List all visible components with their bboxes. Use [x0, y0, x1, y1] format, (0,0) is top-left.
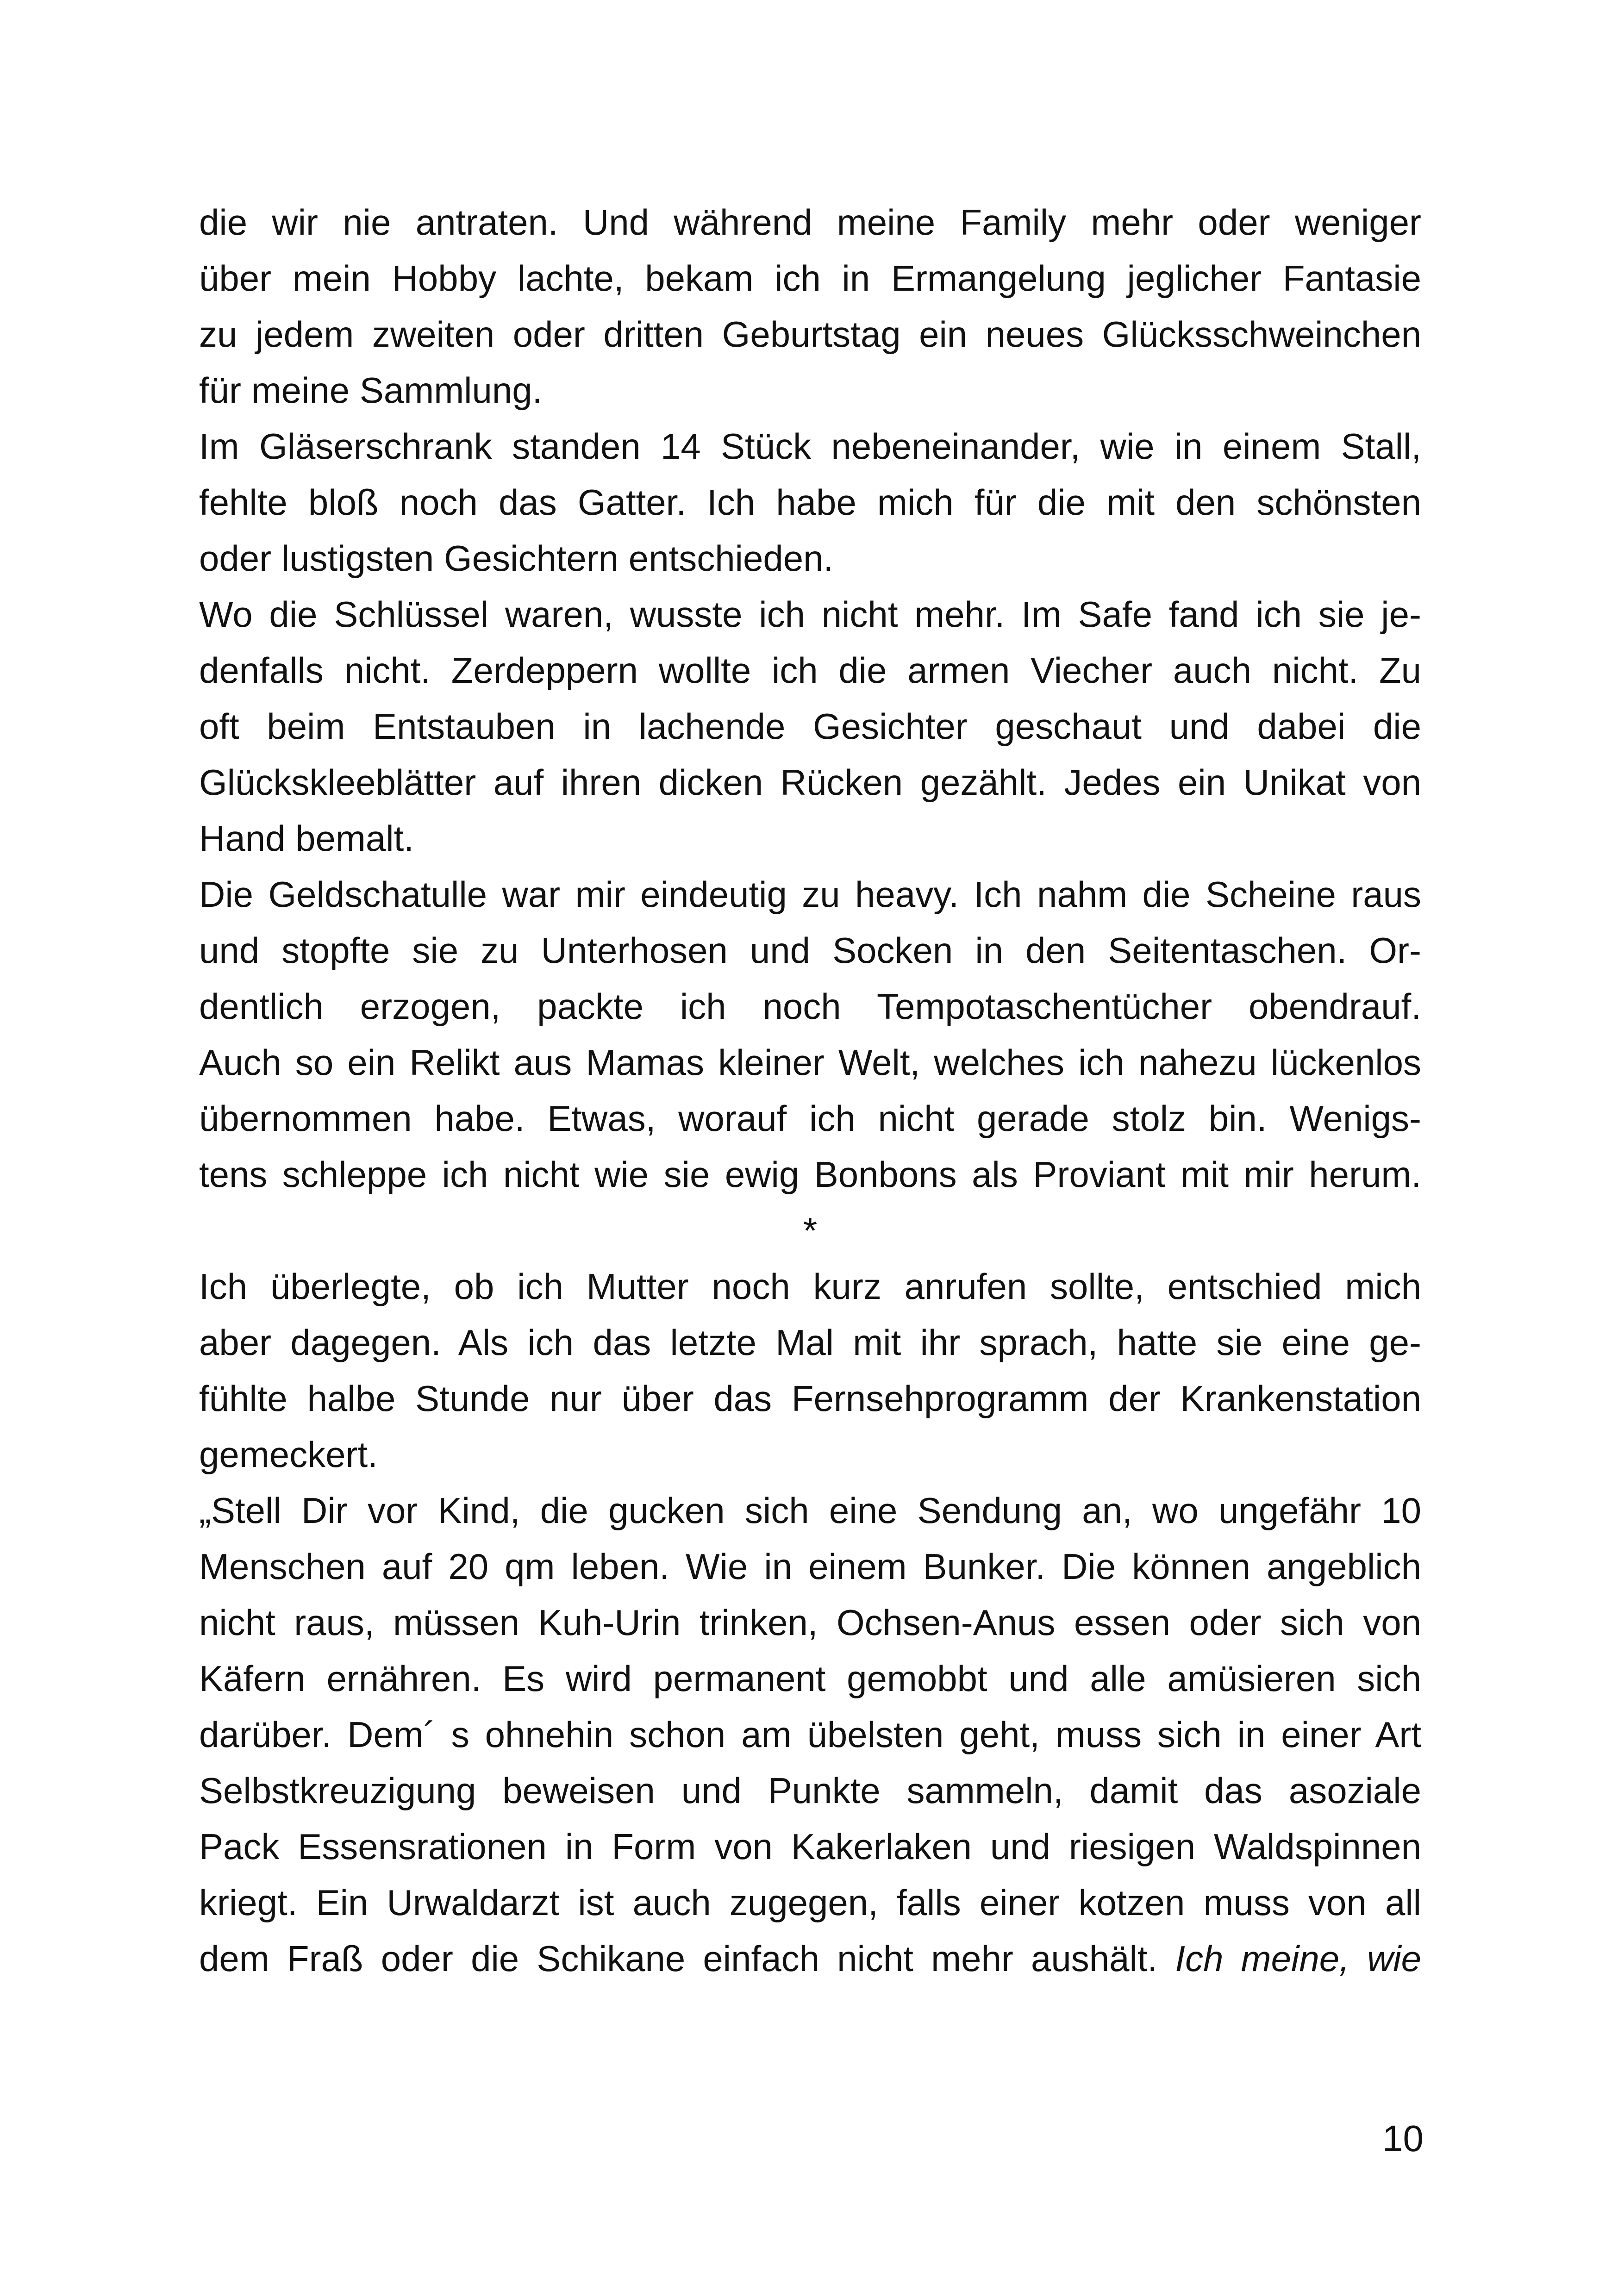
text-line: Auch so ein Relikt aus Mamas kleiner Welt, welches ich nahezu lückenlos: [199, 1042, 1421, 1083]
text-line: Käfern ernähren. Es wird permanent gemobbt und alle amüsieren sich: [199, 1658, 1421, 1699]
text-line: übernommen habe. Etwas, worauf ich nicht gerade stolz bin. Wenigs-: [199, 1098, 1421, 1139]
text-line: nicht raus, müssen Kuh-Urin trinken, Ochsen-Anus essen oder sich von: [199, 1602, 1421, 1643]
text-line: Pack Essensrationen in Form von Kakerlaken und riesigen Waldspinnen: [199, 1826, 1421, 1867]
text-line: gemeckert.: [199, 1434, 378, 1475]
text-line: „Stell Dir vor Kind, die gucken sich eine Sendung an, wo ungefähr 10: [199, 1490, 1421, 1531]
text-line: oft beim Entstauben in lachende Gesichter geschaut und dabei die: [199, 706, 1421, 747]
text-line: die wir nie antraten. Und während meine Family mehr oder weniger: [199, 202, 1421, 243]
text-line: Glückskleeblätter auf ihren dicken Rücken gezählt. Jedes ein Unikat von: [199, 762, 1421, 803]
text-line: Menschen auf 20 qm leben. Wie in einem Bunker. Die können angeblich: [199, 1546, 1421, 1587]
text-line: darüber. Dem´ s ohnehin schon am übelsten geht, muss sich in einer Art: [199, 1714, 1421, 1755]
text-line: tens schleppe ich nicht wie sie ewig Bonbons als Proviant mit mir herum.: [199, 1154, 1421, 1195]
text-line: kriegt. Ein Urwaldarzt ist auch zugegen, falls einer kotzen muss von all: [199, 1882, 1421, 1923]
text-line: für meine Sammlung.: [199, 370, 543, 411]
text-line: zu jedem zweiten oder dritten Geburtstag ein neues Glücksschweinchen: [199, 314, 1421, 355]
text-line: dentlich erzogen, packte ich noch Tempotaschentücher obendrauf.: [199, 986, 1421, 1027]
text-line: oder lustigsten Gesichtern entschieden.: [199, 538, 834, 579]
page-number: 10: [1382, 2118, 1424, 2159]
text-line: Im Gläserschrank standen 14 Stück nebeneinander, wie in einem Stall,: [199, 426, 1421, 467]
text-line: aber dagegen. Als ich das letzte Mal mit ihr sprach, hatte sie eine ge-: [199, 1322, 1421, 1363]
text-line: Die Geldschatulle war mir eindeutig zu heavy. Ich nahm die Scheine raus: [199, 874, 1421, 915]
text-line: denfalls nicht. Zerdeppern wollte ich die armen Viecher auch nicht. Zu: [199, 650, 1421, 691]
text-line-last: [199, 1931, 1421, 1987]
body-text: [199, 194, 1421, 1987]
text-line: fehlte bloß noch das Gatter. Ich habe mich für die mit den schönsten: [199, 482, 1421, 523]
text-line: über mein Hobby lachte, bekam ich in Ermangelung jeglicher Fantasie: [199, 258, 1421, 299]
text-line: Wo die Schlüssel waren, wusste ich nicht mehr. Im Safe fand ich sie je-: [199, 594, 1421, 635]
text-line: Hand bemalt.: [199, 818, 414, 859]
last-line-italic-text: Ich meine, wie: [1175, 1938, 1421, 1979]
text-line: Selbstkreuzigung beweisen und Punkte sammeln, damit das asoziale: [199, 1770, 1421, 1811]
last-line-regular-text: dem Fraß oder die Schikane einfach nicht mehr aushält.: [199, 1938, 1158, 1979]
text-line: fühlte halbe Stunde nur über das Fernsehprogramm der Krankenstation: [199, 1378, 1421, 1419]
text-line: Ich überlegte, ob ich Mutter noch kurz anrufen sollte, entschied mich: [199, 1266, 1421, 1307]
section-break-asterisk: *: [803, 1210, 818, 1251]
text-line: und stopfte sie zu Unterhosen und Socken in den Seitentaschen. Or-: [199, 930, 1421, 971]
